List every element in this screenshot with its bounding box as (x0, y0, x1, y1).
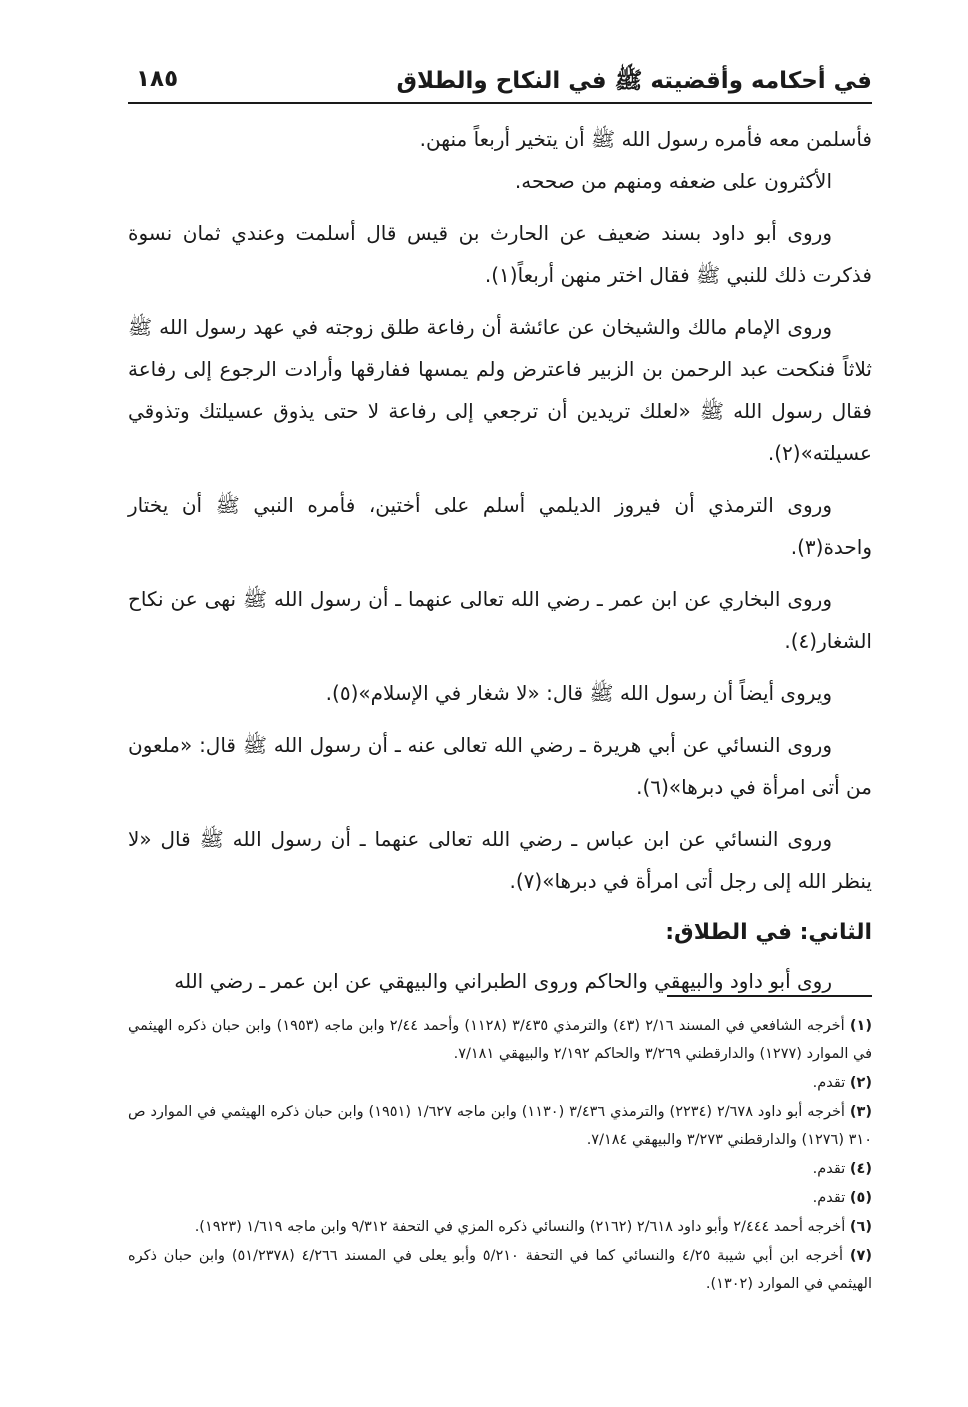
footnote (128, 1098, 872, 1154)
paragraph: وروى البخاري عن ابن عمر ـ رضي الله تعالى عنهما ـ أن رسول الله ﷺ نهى عن نكاح الشغار(٤). (128, 587, 872, 653)
footnote (128, 1213, 872, 1241)
paragraph: وروى النسائي عن أبي هريرة ـ رضي الله تعالى عنه ـ أن رسول الله ﷺ قال: «ملعون من أتى امرأة في دبرها»(٦). (128, 733, 872, 799)
header-title: في أحكامه وأقضيته ﷺ في النكاح والطلاق (396, 68, 872, 94)
footnote-text: أخرجه الشافعي في المسند ٢/١٦ (٤٣) والترمذي ٣/٤٣٥ (١١٢٨) وأحمد ٢/٤٤ وابن ماجه (١٩٥٣) وابن حبان ذكره الهيثمي في الموارد (١٢٧٧) والدارقطني ٣/٢٦٩ والحاكم ٢/١٩٢ والبيهقي ٧/١٨١. (128, 1018, 872, 1062)
footnote-text: أخرجه أبو داود ٢/٦٧٨ (٢٢٣٤) والترمذي ٣/٤٣٦ (١١٣٠) وابن ماجه ١/٦٢٧ (١٩٥١) وابن حبان ذكره الهيثمي في الموارد ص ٣١٠ (١٢٧٦) والدارقطني ٣/٢٧٣ والبيهقي ٧/١٨٤. (128, 1104, 872, 1148)
footnote-number: (١) (849, 1018, 872, 1034)
paragraph: فأسلمن معه فأمره رسول الله ﷺ أن يتخير أربعاً منهن. (419, 127, 872, 151)
footnote-number: (٢) (849, 1075, 872, 1091)
paragraph: وروى الإمام مالك والشيخان عن عائشة أن رفاعة طلق زوجته في عهد رسول الله ﷺ ثلاثاً فنكحت عبد الرحمن بن الزبير فاعترض ولم يمسها ففارقها وأرادت الرجوع إلى رفاعة فقال رسول الله ﷺ «لعلك تريدين أن ترجعي إلى رفاعة لا حتى يذوق عسيلتك وتذوقي عسيلته»(٢). (128, 315, 872, 465)
footnote-text: تقدم. (812, 1075, 846, 1091)
section-heading: الثاني: في الطلاق: (665, 920, 872, 945)
paragraph: ويروى أيضاً أن رسول الله ﷺ قال: «لا شغار في الإسلام»(٥). (325, 681, 832, 705)
paragraph: وروى النسائي عن ابن عباس ـ رضي الله تعالى عنهما ـ أن رسول الله ﷺ قال «لا ينظر الله إلى رجل أتى امرأة في دبرها»(٧). (128, 827, 872, 893)
footnote-number: (٤) (849, 1161, 872, 1177)
footnote-number: (٣) (849, 1104, 873, 1120)
footnote-number: (٧) (849, 1248, 873, 1264)
main-text (128, 118, 872, 1012)
footnote-text: تقدم. (812, 1190, 846, 1206)
footnote-number: (٥) (849, 1190, 872, 1206)
paragraph: الأكثرون على ضعفه ومنهم من صححه. (514, 169, 832, 193)
footnote-text: أخرجه أحمد ٢/٤٤٤ وأبو داود ٢/٦١٨ (٢١٦٢) والنسائي ذكره المزي في التحفة ٩/٣١٢ وابن ماجه ١/٦١٩ (١٩٢٣). (194, 1219, 846, 1235)
footnote-text: أخرجه ابن أبي شيبة ٤/٢٥ والنسائي كما في التحفة ٥/٢١٠ وأبو يعلى في المسند ٤/٢٦٦ (٥١/٢٣٧٨) وابن حبان ذكره الهيثمي في الموارد (١٣٠٢). (128, 1248, 872, 1292)
footnotes (128, 1012, 872, 1299)
footnote-separator (667, 995, 872, 997)
page-number: ١٨٥ (136, 66, 179, 92)
footnote (128, 1012, 872, 1068)
footnote (128, 1069, 872, 1097)
footnote-text: تقدم. (812, 1161, 846, 1177)
paragraph: وروى أبو داود بسند ضعيف عن الحارث بن قيس قال أسلمت وعندي ثمان نسوة فذكرت ذلك للنبي ﷺ فقال اختر منهن أربعاً(١). (128, 221, 872, 287)
footnote (128, 1184, 872, 1212)
paragraph: روى أبو داود والبيهقي والحاكم وروى الطبراني والبيهقي عن ابن عمر ـ رضي الله (174, 969, 832, 993)
footnote (128, 1155, 872, 1183)
footnote (128, 1242, 872, 1298)
running-header (128, 62, 872, 104)
paragraph: وروى الترمذي أن فيروز الديلمي أسلم على أختين، فأمره النبي ﷺ أن يختار واحدة(٣). (128, 493, 872, 559)
footnote-number: (٦) (849, 1219, 872, 1235)
